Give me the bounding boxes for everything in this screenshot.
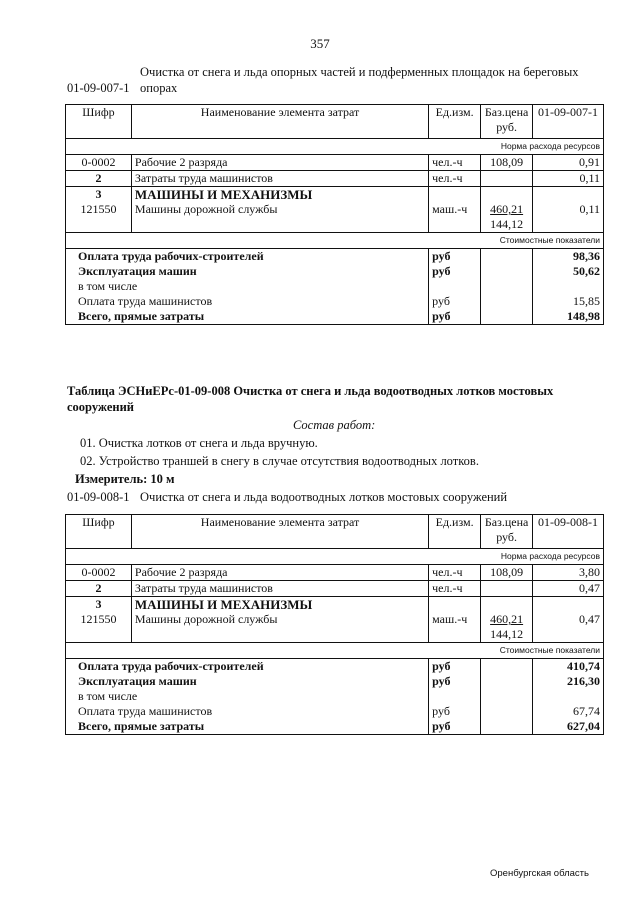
table-row (66, 612, 604, 643)
row-price (481, 581, 533, 597)
row-price: 108,09 (481, 565, 533, 581)
table-row (66, 171, 604, 187)
table-row (66, 565, 604, 581)
table-row (66, 155, 604, 171)
cost-unit: руб (429, 309, 481, 325)
row-unit: чел.-ч (429, 171, 481, 187)
table-row (66, 597, 604, 613)
works-item: 02. Устройство траншей в снегу в случае отсутствия водоотводных лотков. (80, 454, 479, 468)
row-unit: маш.-ч (429, 202, 481, 233)
works-item: 01. Очистка лотков от снега и льда вручную. (80, 436, 318, 450)
row-unit: маш.-ч (429, 612, 481, 643)
row-unit: чел.-ч (429, 581, 481, 597)
row-unit: чел.-ч (429, 565, 481, 581)
cost-name: Оплата труда рабочих-строителей (66, 659, 429, 675)
cost-name: в том числе (66, 279, 429, 294)
table-row (66, 202, 604, 233)
page-number: 357 (310, 36, 330, 51)
section2-title: Очистка от снега и льда водоотводных лотков мостовых сооружений (140, 490, 508, 504)
header-unit: Ед.изм. (429, 105, 481, 139)
cost-value: 15,85 (533, 294, 604, 309)
header-price: Баз.цена руб. (481, 105, 533, 139)
cost-unit: руб (429, 294, 481, 309)
cost-value: 627,04 (533, 719, 604, 735)
row-value: 0,11 (533, 202, 604, 233)
row-value: 0,11 (533, 171, 604, 187)
cost-value: 148,98 (533, 309, 604, 325)
cost-name: Оплата труда рабочих-строителей (66, 249, 429, 265)
footer-region: Оренбургская область (490, 868, 589, 879)
cost-name: Всего, прямые затраты (66, 719, 429, 735)
cost-name: Эксплуатация машин (66, 674, 429, 689)
row-code: 121550 (66, 202, 132, 233)
cost-value: 67,74 (533, 704, 604, 719)
cost-value: 50,62 (533, 264, 604, 279)
header-norm-code: 01-09-007-1 (533, 105, 604, 139)
cost-name: Всего, прямые затраты (66, 309, 429, 325)
row-code: 0-0002 (66, 565, 132, 581)
cost-name: Оплата труда машинистов (66, 294, 429, 309)
row-value: 0,47 (533, 612, 604, 643)
cost-value: 98,36 (533, 249, 604, 265)
section1-title: Очистка от снега и льда опорных частей и подферменных площадок на береговых (140, 65, 579, 79)
row-code: 3 (66, 187, 132, 203)
norm-label: Норма расхода ресурсов (66, 139, 604, 155)
header-norm-code: 01-09-008-1 (533, 515, 604, 549)
cost-name: Эксплуатация машин (66, 264, 429, 279)
row-value: 3,80 (533, 565, 604, 581)
row-price (481, 171, 533, 187)
row-code: 2 (66, 171, 132, 187)
norm-label: Норма расхода ресурсов (66, 549, 604, 565)
cost-value: 216,30 (533, 674, 604, 689)
cost-table-2 (65, 514, 604, 735)
cost-table-1 (65, 104, 604, 325)
cost-unit: руб (429, 674, 481, 689)
cost-unit: руб (429, 704, 481, 719)
cost-unit: руб (429, 264, 481, 279)
header-unit: Ед.изм. (429, 515, 481, 549)
row-value: 0,91 (533, 155, 604, 171)
row-name: Затраты труда машинистов (131, 581, 428, 597)
row-name: Рабочие 2 разряда (131, 565, 428, 581)
cost-label: Стоимостные показатели (66, 643, 604, 659)
header-code: Шифр (66, 105, 132, 139)
cost-unit: руб (429, 719, 481, 735)
row-price: 460,21 (490, 612, 524, 626)
row-name: Машины дорожной службы (131, 612, 428, 643)
cost-label: Стоимостные показатели (66, 233, 604, 249)
table-row (66, 187, 604, 203)
row-code: 2 (66, 581, 132, 597)
header-name: Наименование элемента затрат (131, 515, 428, 549)
section2-heading-cont: сооружений (67, 400, 134, 414)
cost-unit: руб (429, 659, 481, 675)
section2-heading: Таблица ЭСНиЕРс-01-09-008 Очистка от снега и льда водоотводных лотков мостовых (67, 384, 554, 398)
section1-title-cont: опорах (140, 81, 178, 95)
row-value: 0,47 (533, 581, 604, 597)
table-header (66, 105, 604, 139)
row-name: Рабочие 2 разряда (131, 155, 428, 171)
row-price: 460,21 (490, 202, 524, 216)
row-price: 108,09 (481, 155, 533, 171)
cost-name: Оплата труда машинистов (66, 704, 429, 719)
header-price: Баз.цена руб. (481, 515, 533, 549)
row-name: Машины дорожной службы (131, 202, 428, 233)
row-code: 121550 (66, 612, 132, 643)
works-title: Состав работ: (293, 418, 376, 432)
measure: Измеритель: 10 м (75, 472, 175, 486)
cost-name: в том числе (66, 689, 429, 704)
row-name: Затраты труда машинистов (131, 171, 428, 187)
cost-unit: руб (429, 249, 481, 265)
row-code: 3 (66, 597, 132, 613)
row-price-2: 144,12 (490, 627, 524, 641)
table-header (66, 515, 604, 549)
cost-value: 410,74 (533, 659, 604, 675)
section2-code: 01-09-008-1 (67, 490, 130, 504)
row-price-2: 144,12 (490, 217, 524, 231)
row-code: 0-0002 (66, 155, 132, 171)
section1-code: 01-09-007-1 (67, 81, 130, 95)
row-name: МАШИНЫ И МЕХАНИЗМЫ (131, 597, 428, 613)
row-unit: чел.-ч (429, 155, 481, 171)
header-name: Наименование элемента затрат (131, 105, 428, 139)
row-name: МАШИНЫ И МЕХАНИЗМЫ (131, 187, 428, 203)
header-code: Шифр (66, 515, 132, 549)
table-row (66, 581, 604, 597)
